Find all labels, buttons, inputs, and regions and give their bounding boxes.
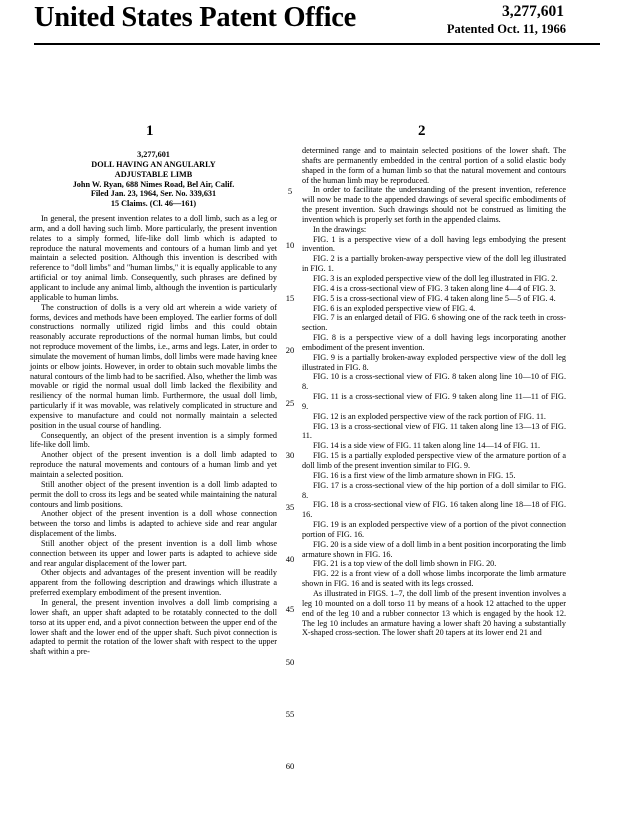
paragraph: In the drawings:	[313, 224, 367, 234]
line-number: 30	[285, 450, 295, 460]
line-number: 20	[285, 345, 295, 355]
figure-description: FIG. 13 is a cross-sectional view of FIG. 11 taken along line 13—13 of FIG. 11.	[302, 421, 566, 441]
header-rule	[34, 43, 600, 45]
figure-description: FIG. 5 is a cross-sectional view of FIG. 4 taken along line 5—5 of FIG. 4.	[313, 293, 556, 303]
figure-description: FIG. 3 is an exploded perspective view of the doll leg illustrated in FIG. 2.	[313, 273, 558, 283]
figure-description: FIG. 6 is an exploded perspective view of FIG. 4.	[313, 303, 476, 313]
figure-description: FIG. 16 is a first view of the limb armature shown in FIG. 15.	[313, 470, 516, 480]
front-patent-number: 3,277,601	[137, 150, 170, 159]
paragraph: Another object of the present invention is a doll limb adapted to reproduce the natural movements and contours of a human limb and yet maintain a selected position.	[30, 450, 277, 479]
column-number-left: 1	[146, 123, 154, 139]
line-number: 5	[287, 186, 293, 196]
figure-description: FIG. 2 is a partially broken-away perspective view of the doll leg illustrated in FIG. 1.	[302, 254, 566, 274]
line-number: 60	[285, 761, 295, 771]
line-number: 55	[285, 709, 295, 719]
line-number: 50	[285, 657, 295, 667]
line-number: 45	[285, 604, 295, 614]
paragraph: In order to facilitate the understanding of the present invention, reference will now be made to the appended drawings of several specific embodiments of the present invention. Such drawings should not be construed as limiting the invention which is properly set forth in the appended claims.	[302, 185, 566, 224]
paragraph: In general, the present invention involves a doll limb comprising a lower shaft, an upper shaft adapted to be rotatably connected to the doll torso at its upper end, and a pivot connection between the upper end of the lower shaft and the lower end of the upper shaft. Such pivot connection is adapted to permit the rotation of the lower shaft with respect to the upper shaft within a pre-	[30, 597, 277, 657]
paragraph: Still another object of the present invention is a doll limb adapted to permit the doll to cross its legs and be seated while maintaining the natural contours and limb positions.	[30, 479, 277, 509]
figure-description: FIG. 18 is a cross-sectional view of FIG. 16 taken along line 18—18 of FIG. 16.	[302, 500, 566, 520]
paragraph: determined range and to maintain selected positions of the lower shaft. The shafts are permanently embedded in the central portion of a solid elastic body shaped in the form of a human limb so that the natural movement and contours of the human limb may be reproduced.	[302, 146, 566, 185]
paragraph: Another object of the present invention is a doll whose connection between the torso and limbs is adapted to achieve side and rear angular displacement of the limbs.	[30, 509, 277, 539]
figure-description: FIG. 22 is a front view of a doll whose limbs incorporate the limb armature shown in FIG. 16 and is seated with its legs crossed.	[302, 569, 566, 589]
figure-description: FIG. 12 is an exploded perspective view of the rack portion of FIG. 11.	[313, 411, 546, 421]
figure-description: FIG. 7 is an enlarged detail of FIG. 6 showing one of the rack teeth in cross-section.	[302, 313, 566, 333]
paragraph: As illustrated in FIGS. 1–7, the doll limb of the present invention involves a leg 10 mounted on a doll torso 11 by means of a hook 12 attached to the upper end of the leg 10 and a rubber connector 13 which is engaged by the hook 12. The leg 10 includes an armature having a lower shaft 20 having a substantially X-shaped cross-section. The lower shaft 20 tapers at its lower end 21 and	[302, 588, 566, 638]
paragraph: Still another object of the present invention is a doll limb whose connection between its upper and lower parts is adapted to achieve side and rear angular displacement of the lower part.	[30, 538, 277, 568]
figure-description: FIG. 14 is a side view of FIG. 11 taken along line 14—14 of FIG. 11.	[313, 441, 541, 451]
figure-description: FIG. 11 is a cross-sectional view of FIG. 9 taken along line 11—11 of FIG. 9.	[302, 392, 566, 411]
figure-description: FIG. 9 is a partially broken-away exploded perspective view of the doll leg illustrated in FIG. 8.	[302, 352, 566, 372]
figure-description: FIG. 15 is a partially exploded perspective view of the armature portion of a doll limb of the present invention similar to FIG. 9.	[302, 451, 566, 470]
figure-description: FIG. 21 is a top view of the doll limb shown in FIG. 20.	[313, 559, 497, 569]
claims-info: 15 Claims. (Cl. 46—161)	[110, 199, 197, 209]
patent-header	[0, 0, 630, 46]
figure-description: FIG. 1 is a perspective view of a doll having legs embodying the present invention.	[302, 234, 566, 254]
line-number: 40	[285, 554, 295, 564]
line-number: 35	[285, 502, 295, 512]
figure-description: FIG. 17 is a cross-sectional view of the hip portion of a doll similar to FIG. 8.	[302, 480, 566, 500]
patented-date: Patented Oct. 11, 1966	[446, 22, 566, 36]
column-number-right: 2	[418, 123, 426, 139]
figure-description: FIG. 8 is a perspective view of a doll having legs incorporating another embodiment of the present invention.	[302, 333, 566, 352]
patent-number: 3,277,601	[502, 3, 564, 20]
paragraph: Consequently, an object of the present invention is a simply formed life-like doll limb.	[30, 430, 277, 450]
line-number: 15	[285, 293, 295, 303]
title-line-2: ADJUSTABLE LIMB	[114, 169, 193, 179]
inventor: John W. Ryan, 688 Nimes Road, Bel Air, Calif.	[72, 179, 235, 189]
left-column	[30, 150, 277, 657]
paragraph: The construction of dolls is a very old art wherein a wide variety of forms, devices and methods have been employed. The earlier forms of doll constructions normally utilized rigid limbs and this could obtain reasonably accurate reproductions of the normal human limbs, but could not reproduce movement of the limbs, i.e., arms and legs. Later, in order to simulate the movement of human limbs, doll limbs were made having knee joints or elbow joints. However, in order to obtain such movable limbs the natural contours of the limb had to be sacrified. Also, whether the limb was movable or rigid the normal usual doll limb lacked the flexibility and resiliency of the normal human limb. Furthermore, the usual doll limb, particularly if it was movable, was relatively complicated in structure and expensive to manufacture and could not normally maintain a selected position in the usual course of handling.	[30, 302, 277, 430]
figure-description: FIG. 20 is a side view of a doll limb in a bent position incorporating the limb armature shown in FIG. 16.	[302, 539, 566, 559]
figure-description: FIG. 10 is a cross-sectional view of FIG. 8 taken along line 10—10 of FIG. 8.	[302, 372, 566, 392]
right-column	[302, 146, 566, 638]
office-title: United States Patent Office	[34, 2, 356, 33]
line-number: 25	[285, 398, 295, 408]
filed-info: Filed Jan. 23, 1964, Ser. No. 339,631	[90, 189, 217, 199]
figure-description: FIG. 19 is an exploded perspective view of a portion of the pivot connection portion of FIG. 16.	[302, 520, 566, 539]
line-number: 10	[285, 240, 295, 250]
paragraph: In general, the present invention relates to a doll limb, such as a leg or arm, and a doll having such limb. More particularly, the present invention relates to a simply formed, life-like doll limb which is adapted to reproduce the natural movements and contours of a human limb and yet maintain a selected position. Although this invention is described with reference to "doll limbs" and "human limbs," it is equally applicable to any artificial or toy animal limb. Consequently, such phrases are defined by applicant to include any animal limb, although the invention is particularly applicable to human limbs.	[30, 214, 277, 302]
figure-description: FIG. 4 is a cross-sectional view of FIG. 3 taken along line 4—4 of FIG. 3.	[313, 283, 556, 293]
paragraph: Other objects and advantages of the present invention will be readily apparent from the following description and drawings which illustrate a preferred exemplary embodiment of the present invention.	[30, 568, 277, 598]
title-line-1: DOLL HAVING AN ANGULARLY	[91, 159, 216, 169]
